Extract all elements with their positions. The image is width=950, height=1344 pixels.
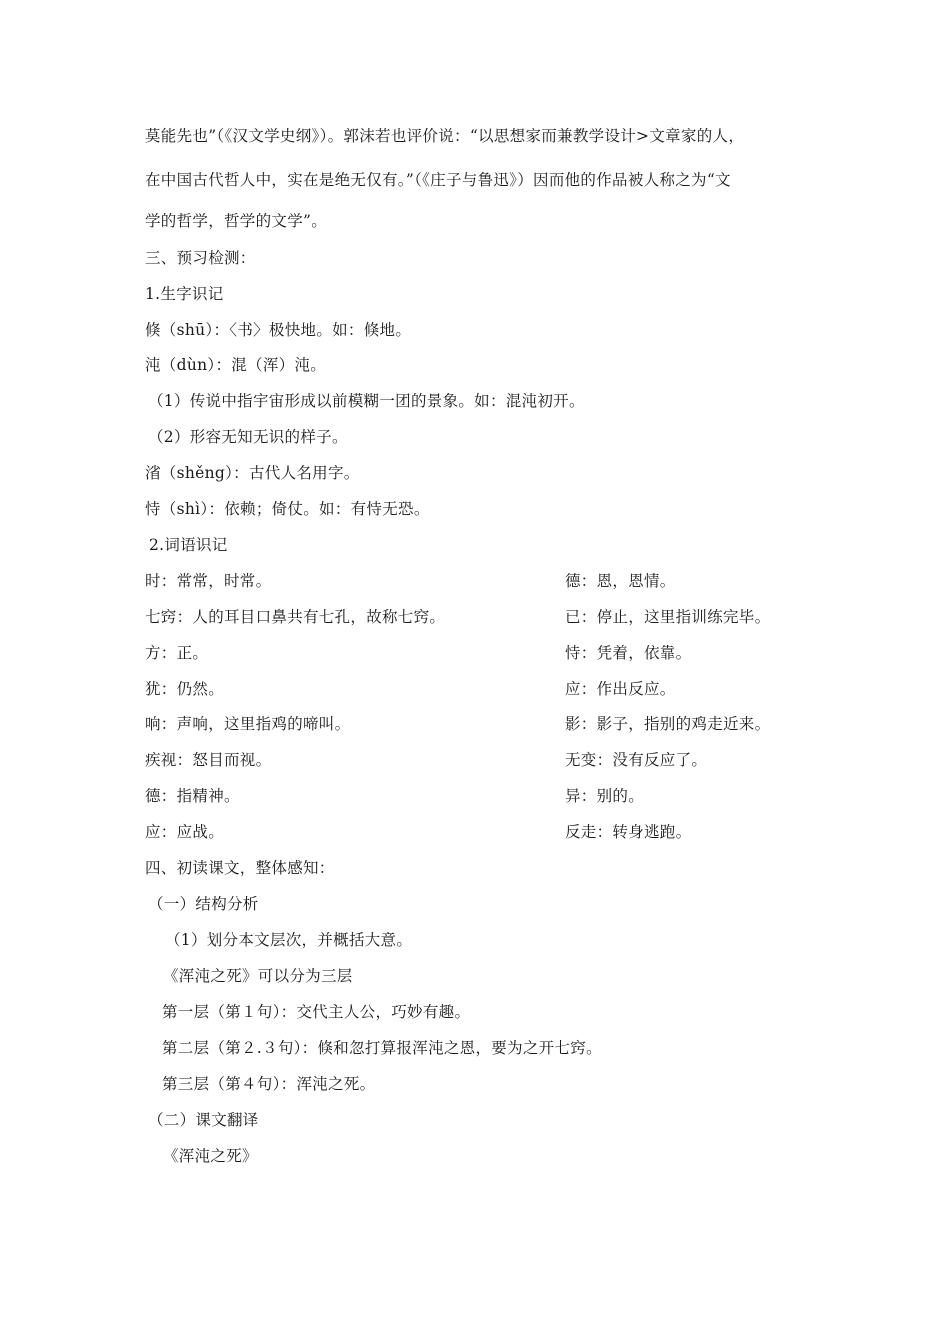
- subheading-words: 2.词语识记: [149, 536, 228, 554]
- word-entry-left: 响：声响，这里指鸡的啼叫。: [145, 715, 351, 733]
- text-title: 《浑沌之死》: [163, 1147, 258, 1165]
- char-entry: （2）形容无知无识的样子。: [148, 428, 348, 446]
- word-entry-right: 恃：凭着，依靠。: [565, 644, 692, 662]
- layers-intro: 《浑沌之死》可以分为三层: [163, 967, 353, 985]
- word-entry-left: 应：应战。: [145, 823, 225, 841]
- char-entry: 恃（shì）：依赖；倚仗。如：有恃无恐。: [145, 500, 430, 518]
- word-entry-left: 时：常常，时常。: [145, 572, 272, 590]
- word-entry-right: 德：恩，恩情。: [565, 572, 676, 590]
- word-entry-right: 已：停止，这里指训练完毕。: [565, 608, 771, 626]
- word-entry-left: 方：正。: [145, 644, 209, 662]
- word-entry-right: 反走：转身逃跑。: [565, 823, 692, 841]
- char-entry: 倏（shū）：〈书〉极快地。如：倏地。: [145, 321, 412, 339]
- structure-analysis-title: （一）结构分析: [148, 895, 259, 913]
- layer-item: 第三层（第４句）：浑沌之死。: [162, 1075, 376, 1093]
- intro-line-1: 莫能先也”（《汉文学史纲》）。郭沫若也评价说：“以思想家而兼教学设计>文章家的人，: [145, 127, 745, 145]
- section-4-heading: 四、初读课文，整体感知：: [145, 859, 335, 877]
- layer-item: 第一层（第１句）：交代主人公，巧妙有趣。: [162, 1003, 471, 1021]
- translation-title: （二）课文翻译: [148, 1111, 259, 1129]
- char-entry: （1）传说中指宇宙形成以前模糊一团的景象。如：混沌初开。: [148, 392, 585, 410]
- char-entry: 沌（dùn）：混（浑）沌。: [145, 356, 327, 374]
- word-entry-left: 七窍：人的耳目口鼻共有七孔，故称七窍。: [145, 608, 446, 626]
- section-3-heading: 三、预习检测：: [145, 249, 256, 267]
- word-entry-left: 德：指精神。: [145, 787, 240, 805]
- word-entry-right: 应：作出反应。: [565, 680, 676, 698]
- subheading-characters: 1.生字识记: [145, 285, 224, 303]
- layer-item: 第二层（第２.３句）：倏和忽打算报浑沌之恩，要为之开七窍。: [162, 1039, 602, 1057]
- question-1: （1）划分本文层次，并概括大意。: [165, 931, 413, 949]
- word-entry-right: 影：影子，指别的鸡走近来。: [565, 715, 771, 733]
- intro-line-2: 在中国古代哲人中，实在是绝无仅有。”（《庄子与鲁迅》）因而他的作品被人称之为“文: [145, 171, 731, 189]
- word-entry-right: 异：别的。: [565, 787, 645, 805]
- word-entry-right: 无变：没有反应了。: [565, 751, 708, 769]
- intro-line-3: 学的哲学，哲学的文学”。: [145, 212, 328, 230]
- word-entry-left: 犹：仍然。: [145, 680, 225, 698]
- char-entry: 渻（shěng）：古代人名用字。: [145, 464, 360, 482]
- word-entry-left: 疾视：怒目而视。: [145, 751, 272, 769]
